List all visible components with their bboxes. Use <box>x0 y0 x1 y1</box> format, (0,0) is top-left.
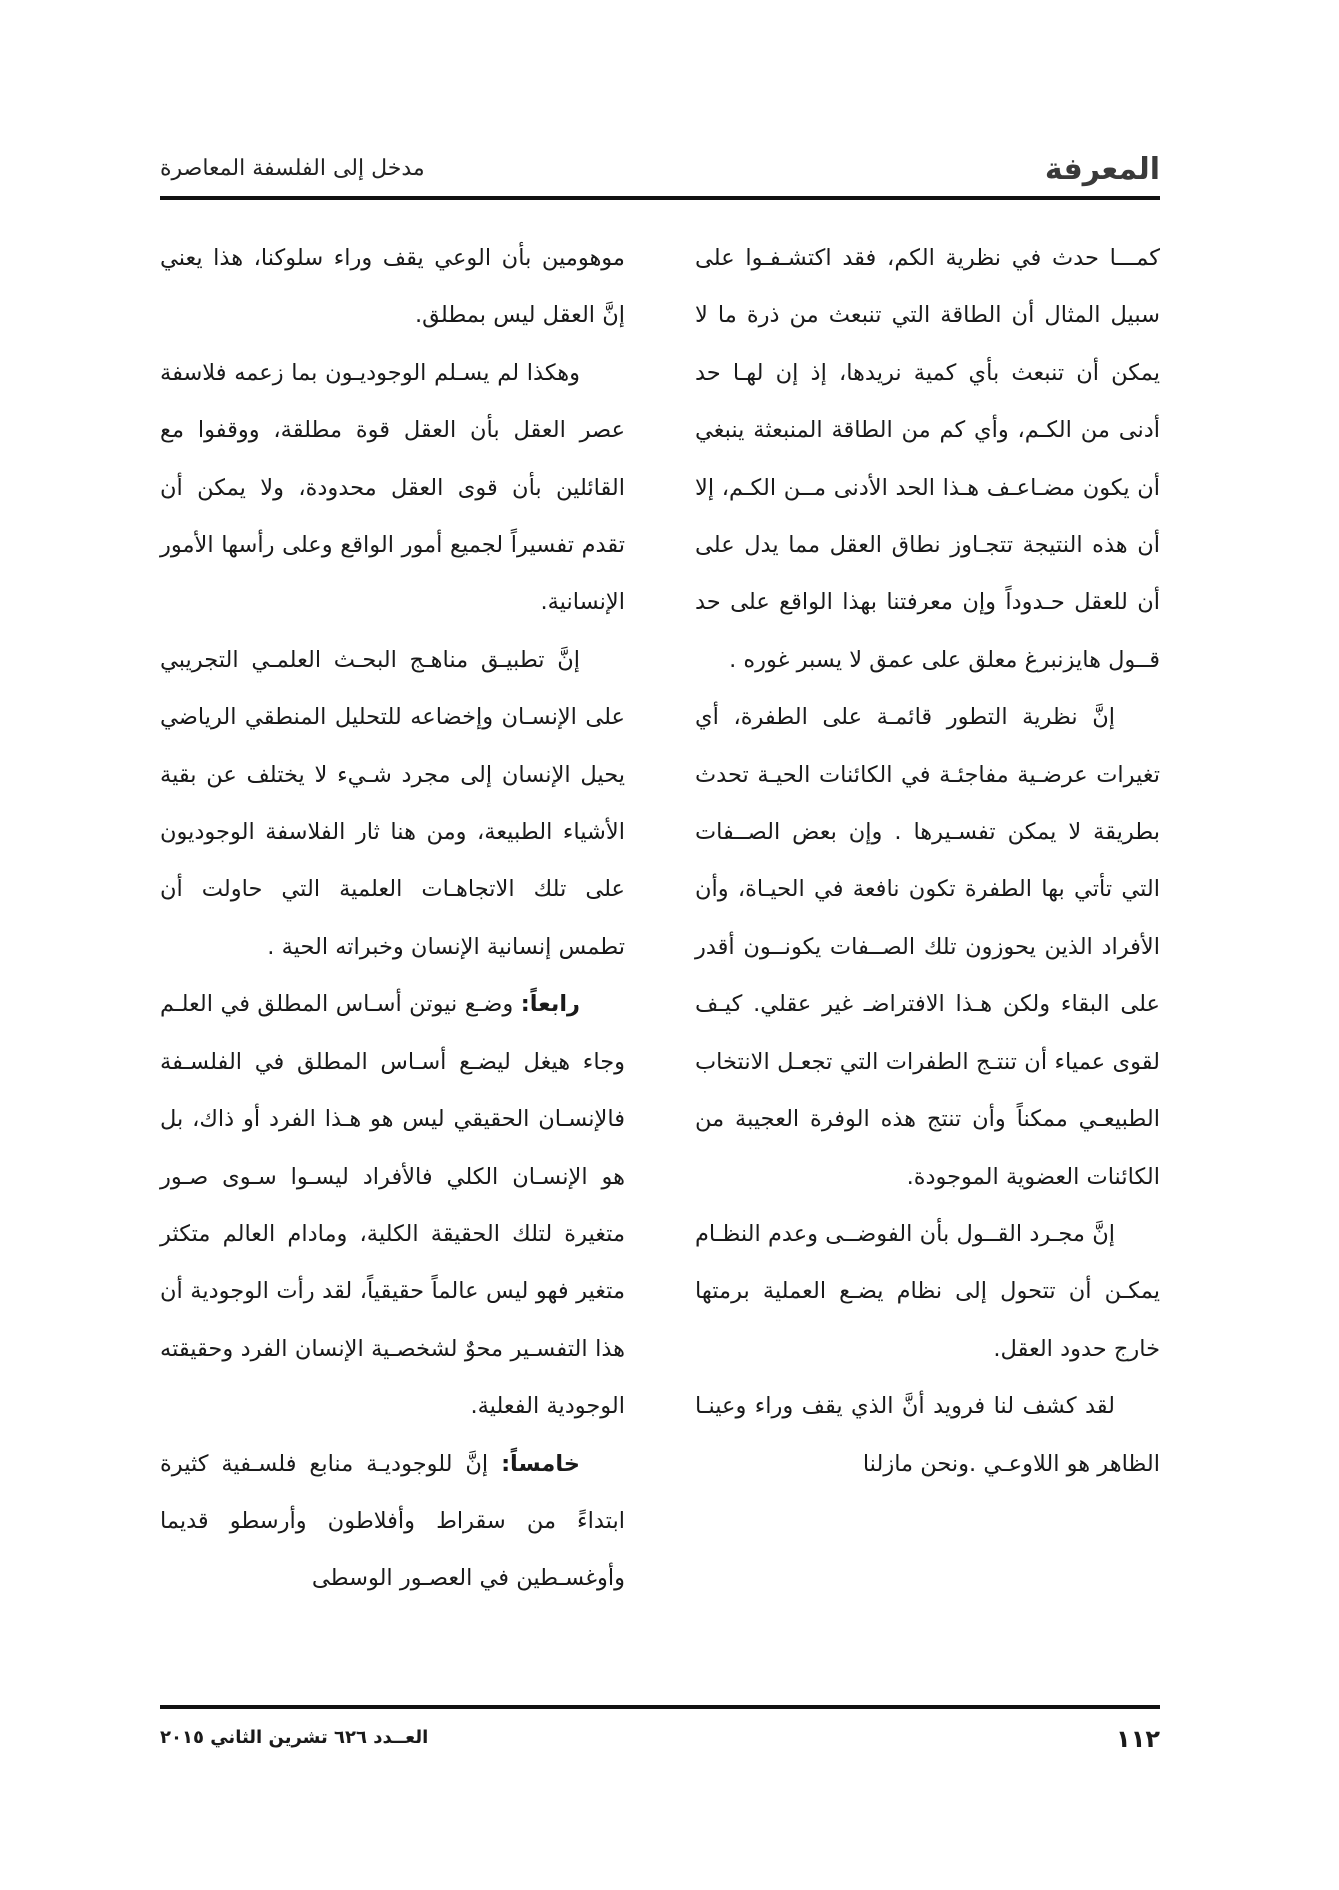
section-label: رابعاً: <box>520 991 580 1018</box>
paragraph <box>160 976 625 1435</box>
paragraph: موهومين بأن الوعي يقف وراء سلوكنا، هذا يعني إنَّ العقل ليس بمطلق. <box>160 245 625 329</box>
header-rule <box>160 196 1160 200</box>
paragraph <box>160 1436 625 1608</box>
magazine-logo: المعرفة <box>1044 152 1160 187</box>
paragraph: لقد كشف لنا فرويد أنَّ الذي يقف وراء وعينـا الظاهر هو اللاوعـي .ونحن مازلنا <box>695 1393 1160 1477</box>
footer-rule <box>160 1705 1160 1709</box>
page-header <box>160 150 1160 190</box>
right-column <box>695 230 1160 1493</box>
paragraph-text: وضـع نيوتن أسـاس المطلق في العلـم وجاء هيغل ليضـع أسـاس المطلق في الفلسـفة فالإنسـان الحقيقي ليس هو هـذا الفرد أو ذاك، بل هو الإنسـان الكلي فالأفراد ليسـوا سـوى صـور متغيرة لتلك الحقيقة الكلية، ومادام العالم متكثر متغير فهو ليس عالماً حقيقياً، لقد رأت الوجودية أن هذا التفسـير محوٌ لشخصـية الإنسان الفرد وحقيقته الوجودية الفعلية. <box>160 991 625 1420</box>
issue-info: العــدد ٦٢٦ تشرين الثاني ٢٠١٥ <box>160 1727 429 1748</box>
left-column <box>160 230 625 1608</box>
paragraph: كمـــا حدث في نظرية الكم، فقد اكتشـفـوا على سبيل المثال أن الطاقة التي تنبعث من ذرة ما لا يمكن أن تنبعث بأي كمية نريدها، إذ إن لهـا حد أدنى من الكـم، وأي كم من الطاقة المنبعثة ينبغي أن يكون مضـاعـف هـذا الحد الأدنى مــن الكـم، إلا أن هذه النتيجة تتجـاوز نطاق العقل مما يدل على أن للعقل حـدوداً وإن معرفتنا بهذا الواقع على حد قــول هايزنبرغ معلق على عمق لا يسبر غوره . <box>695 245 1160 673</box>
paragraph-text: إنَّ للوجوديـة منابع فلسـفية كثيرة ابتداءً من سقراط وأفلاطون وأرسطو قديما وأوغسـطين في العصـور الوسطى <box>160 1450 625 1592</box>
paragraph: إنَّ مجـرد القــول بأن الفوضــى وعدم النظـام يمكـن أن تتحول إلى نظام يضـع العملية برمتها خارج حدود العقل. <box>695 1220 1160 1362</box>
paragraph: إنَّ تطبيـق مناهـج البحـث العلمـي التجريبي على الإنسـان وإخضاعه للتحليل المنطقي الرياضي يحيل الإنسان إلى مجرد شـيء لا يختلف عن بقية الأشياء الطبيعة، ومن هنا ثار الفلاسفة الوجوديون على تلك الاتجاهـات العلمية التي حاولت أن تطمس إنسانية الإنسان وخبراته الحية . <box>160 646 625 960</box>
page-number: ١١٢ <box>1116 1725 1160 1753</box>
section-label: خامساً: <box>501 1450 580 1477</box>
running-title: مدخل إلى الفلسفة المعاصرة <box>160 156 425 181</box>
paragraph: وهكذا لم يسـلم الوجوديـون بما زعمه فلاسفة عصر العقل بأن العقل قوة مطلقة، ووقفوا مع القائلين بأن قوى العقل محدودة، ولا يمكن أن تقدم تفسيراً لجميع أمور الواقع وعلى رأسها الأمور الإنسانية. <box>160 359 625 616</box>
page-footer <box>160 1725 1160 1765</box>
paragraph: إنَّ نظرية التطور قائمـة على الطفرة، أي تغيرات عرضـية مفاجئـة في الكائنات الحيـة تحدث بطريقة لا يمكن تفسـيرها . وإن بعض الصــفات التي تأتي بها الطفرة تكون نافعة في الحيـاة، وأن الأفراد الذين يحوزون تلك الصــفات يكونــون أقدر على البقاء ولكن هـذا الافتراضـ غير عقلي. كيـف لقوى عمياء أن تنتـج الطفرات التي تجعـل الانتخاب الطبيعـي ممكناً وأن تنتج هذه الوفرة العجيبة من الكائنات العضوية الموجودة. <box>695 704 1160 1190</box>
